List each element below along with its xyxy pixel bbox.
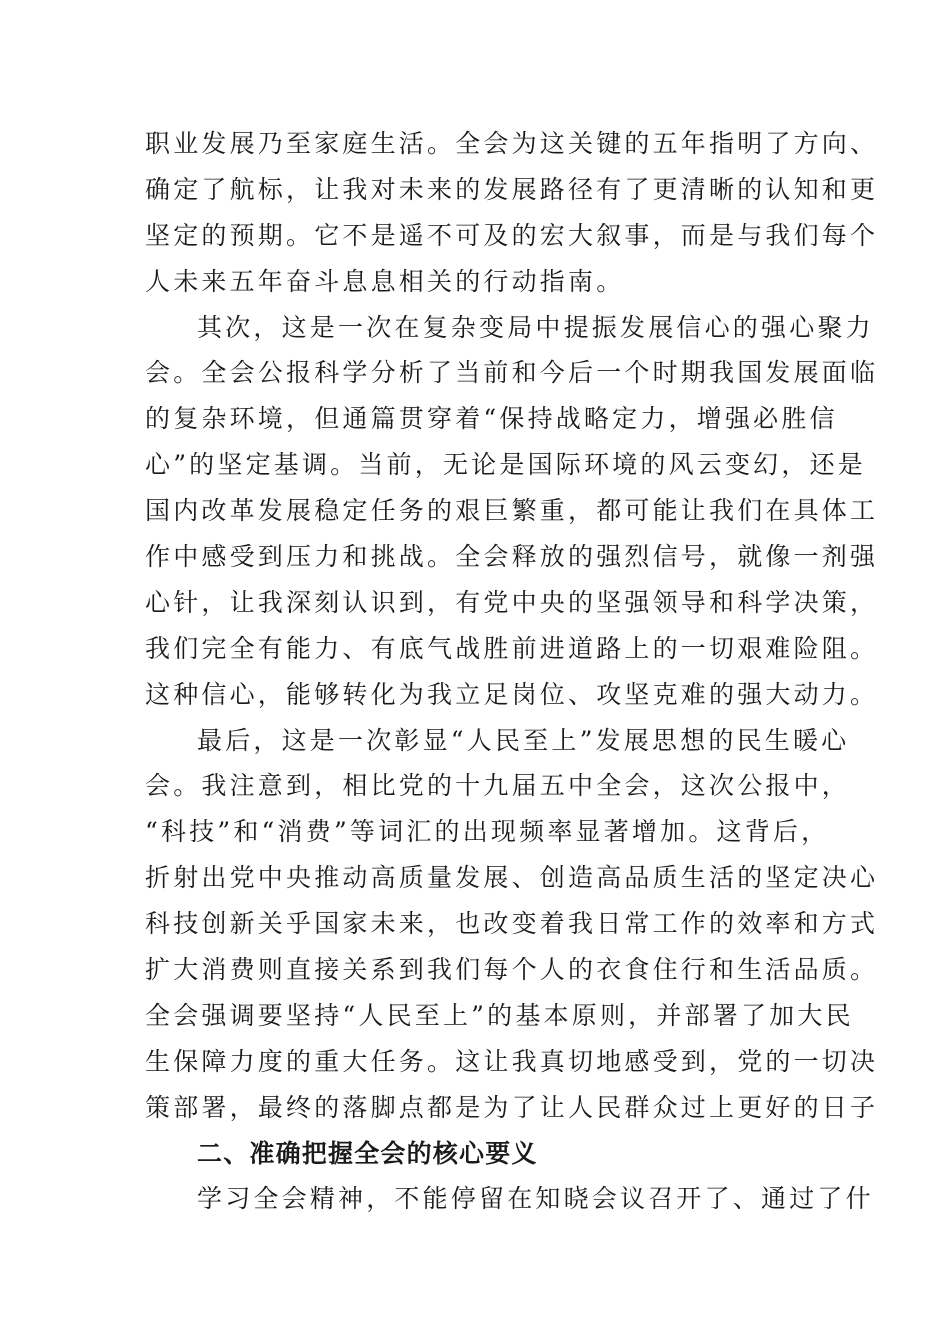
text-line: 职业发展乃至家庭生活。全会为这关键的五年指明了方向、: [145, 129, 879, 158]
text-line: 坚定的预期。它不是遥不可及的宏大叙事，而是与我们每个: [145, 220, 879, 250]
text-line: 心”的坚定基调。当前，无论是国际环境的风云变幻，还是: [145, 450, 866, 480]
text-line: 全会强调要坚持“人民至上”的基本原则，并部署了加大民: [145, 1000, 854, 1030]
text-line: 会。我注意到，相比党的十九届五中全会，这次公报中，: [145, 771, 851, 801]
text-line: 会。全会公报科学分析了当前和今后一个时期我国发展面临: [145, 358, 879, 388]
text-line: 的复杂环境，但通篇贯穿着“保持战略定力，增强必胜信: [145, 404, 838, 434]
text-line: “科技”和“消费”等词汇的出现频率显著增加。这背后，: [145, 817, 830, 847]
text-line: 国内改革发展稳定任务的艰巨繁重，都可能让我们在具体工: [145, 496, 879, 526]
text-line: 心针，让我深刻认识到，有党中央的坚强领导和科学决策，: [145, 587, 879, 617]
text-line: 确定了航标，让我对未来的发展路径有了更清晰的认知和更: [145, 174, 879, 204]
text-line: 最后，这是一次彰显“人民至上”发展思想的民生暖心: [197, 725, 850, 755]
text-line: 作中感受到压力和挑战。全会释放的强烈信号，就像一剂强: [145, 542, 879, 572]
text-line: 这种信心，能够转化为我立足岗位、攻坚克难的强大动力。: [145, 679, 879, 709]
text-line: 折射出党中央推动高质量发展、创造高品质生活的坚定决心: [145, 863, 879, 893]
document-body: [145, 121, 879, 1222]
text-line: 科技创新关乎国家未来，也改变着我日常工作的效率和方式: [145, 909, 879, 939]
paragraph-continuation: [145, 121, 879, 305]
text-line: 学习全会精神，不能停留在知晓会议召开了、通过了什: [197, 1184, 874, 1214]
text-line: 其次，这是一次在复杂变局中提振发展信心的强心聚力: [197, 312, 874, 342]
paragraph-people-first: [145, 718, 879, 1131]
text-line: 策部署，最终的落脚点都是为了让人民群众过上更好的日子: [145, 1092, 879, 1122]
section-heading: 二、准确把握全会的核心要义: [197, 1138, 538, 1168]
text-line: 人未来五年奋斗息息相关的行动指南。: [145, 266, 625, 296]
paragraph-confidence: [145, 305, 879, 718]
text-line: 我们完全有能力、有底气战胜前进道路上的一切艰难险阻。: [145, 633, 879, 663]
text-line: 扩大消费则直接关系到我们每个人的衣食住行和生活品质。: [145, 955, 879, 985]
paragraph-study: [145, 1176, 874, 1222]
text-line: 生保障力度的重大任务。这让我真切地感受到，党的一切决: [145, 1046, 879, 1076]
